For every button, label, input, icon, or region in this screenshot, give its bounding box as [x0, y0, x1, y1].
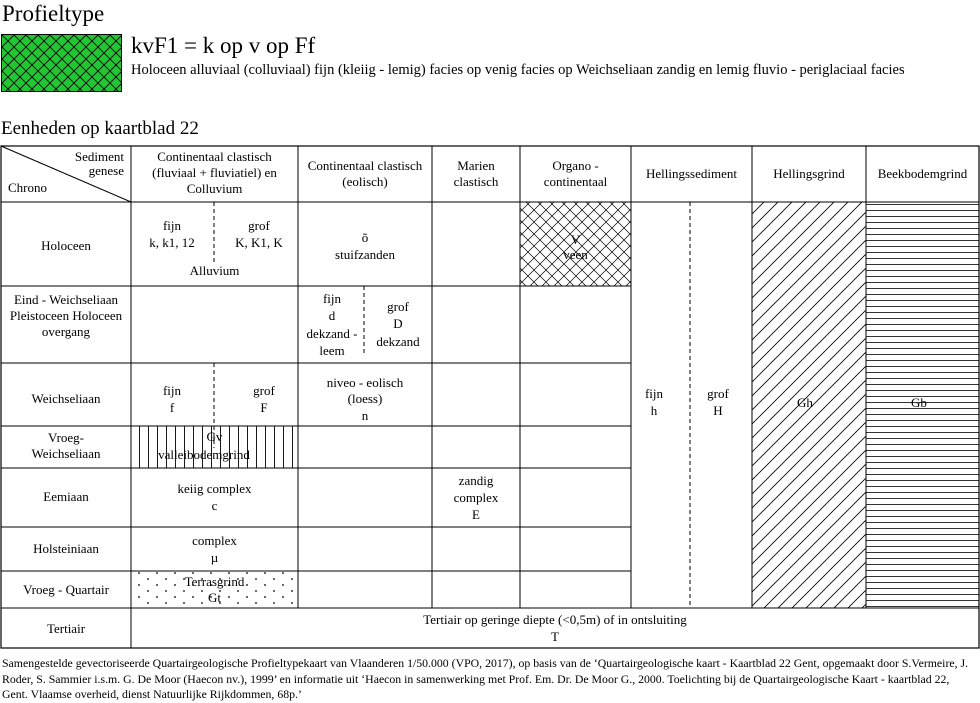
stuifzanden-label: stuifzanden	[335, 247, 395, 262]
corner-sediment: Sediment	[74, 149, 124, 164]
weichseliaan-grof-label: grof	[253, 383, 275, 398]
valleibodemgrind-label: valleibodemgrind	[158, 447, 250, 462]
alluvium-label: Alluvium	[189, 263, 240, 278]
row-header-weichseliaan: Weichseliaan	[31, 391, 101, 406]
helling-grof-code: H	[713, 403, 723, 418]
col-header-hellingssediment: Hellingssediment	[646, 166, 737, 181]
helling-fijn-code: h	[650, 403, 658, 418]
tertiair-code: T	[551, 629, 559, 644]
page-title: Profieltype	[2, 1, 105, 26]
row-header-eind-weichseliaan: Eind - Weichseliaan Pleistoceen Holoceen overgang	[9, 292, 123, 339]
terrasgrind-label: Terrasgrind	[184, 574, 245, 589]
helling-grof-label: grof	[707, 386, 729, 401]
dekzand-fijn-name-1: dekzand -	[306, 326, 358, 341]
dekzand-grof-label: grof	[387, 299, 409, 314]
holoceen-fijn-codes: k, k1, 12	[149, 235, 195, 250]
col-header-marien: Marien clastisch	[453, 158, 499, 189]
holoceen-grof-codes: K, K1, K	[235, 235, 283, 250]
holsteiniaan-complex-label: complex	[192, 533, 237, 548]
row-header-tertiair: Tertiair	[46, 621, 86, 636]
corner-chrono: Chrono	[8, 180, 47, 195]
keiig-complex-code: c	[211, 498, 218, 513]
profile-description: Holoceen alluviaal (colluviaal) fijn (kleiig - lemig) facies op venig facies op Weichseliaan zandig en lemig fluvio - periglaciaal facies	[131, 62, 905, 78]
hellingsgrind-code: Gh	[797, 395, 813, 410]
zandig-complex-label-1: zandig	[458, 473, 494, 488]
niveo-eolisch-label: niveo - eolisch	[326, 375, 404, 390]
stuifzanden-code: õ	[361, 230, 369, 245]
dekzand-grof-name: dekzand	[376, 334, 420, 349]
tertiair-label: Tertiair op geringe diepte (<0,5m) of in ontsluiting	[423, 612, 687, 627]
helling-fijn-label: fijn	[644, 386, 664, 401]
dekzand-grof-code: D	[393, 316, 403, 331]
zandig-complex-code: E	[472, 507, 480, 522]
terrasgrind-code: Gt	[208, 590, 221, 605]
col-header-hellingsgrind: Hellingsgrind	[773, 166, 845, 181]
niveo-code: n	[361, 408, 369, 423]
units-title: Eenheden op kaartblad 22	[1, 118, 199, 139]
weichseliaan-grof-code: F	[260, 400, 268, 415]
row-header-vroeg-weichseliaan: Vroeg- Weichseliaan	[31, 430, 101, 461]
holoceen-grof-label: grof	[248, 218, 270, 233]
dekzand-fijn-code: d	[328, 308, 336, 323]
holsteiniaan-complex-code: µ	[210, 550, 219, 565]
source-footnote: Samengestelde gevectoriseerde Quartairgeologische Profieltypekaart van Vlaanderen 1/50.000 (VPO, 2017), op basis van de ‘Quartairgeologische kaart - Kaartblad 22 Gent, opgemaakt door S.Vermeire, J. Roder, S. Sammier i.s.m. G. De Moor (Haecon nv.), 1999’ en informatie uit ‘Haecon in samenwerking met Prof. Em. Dr. De Moor G., 2000. Toelichting bij de Quartairgeologische Kaart - kaartblad 22, Gent. Vlaamse overheid, dienst Natuurlijke Rijkdommen, 68p.’	[2, 656, 969, 701]
corner-genese: genese	[88, 163, 124, 178]
row-header-vroeg-quartair: Vroeg - Quartair	[23, 582, 109, 597]
keiig-complex-label: keiig complex	[177, 481, 252, 496]
row-header-eemiaan: Eemiaan	[43, 489, 89, 504]
zandig-complex-label-2: complex	[453, 490, 499, 505]
col-header-continentaal-fluviaal: Continentaal clastisch (fluviaal + fluviatiel) en Colluvium	[152, 149, 277, 196]
valleibodemgrind-code: Gv	[206, 429, 223, 444]
profile-code: kvF1 = k op v op Ff	[131, 33, 316, 58]
col-header-continentaal-eolisch: Continentaal clastisch (eolisch)	[307, 158, 423, 189]
dekzand-fijn-label: fijn	[322, 291, 342, 306]
weichseliaan-fijn-label: fijn	[162, 383, 182, 398]
niveo-loess-label: (loess)	[347, 391, 383, 406]
weichseliaan-fijn-code: f	[169, 400, 175, 415]
row-header-holoceen: Holoceen	[41, 238, 91, 253]
veen-code: V	[570, 232, 581, 247]
veen-label: veen	[563, 247, 588, 262]
row-header-holsteiniaan: Holsteiniaan	[33, 541, 99, 556]
col-header-beekbodemgrind: Beekbodemgrind	[877, 166, 968, 181]
holoceen-fijn-label: fijn	[162, 218, 182, 233]
col-header-organo: Organo - continentaal	[543, 158, 608, 189]
beekbodemgrind-code: Gb	[911, 395, 927, 410]
dekzand-fijn-name-2: leem	[319, 343, 345, 358]
